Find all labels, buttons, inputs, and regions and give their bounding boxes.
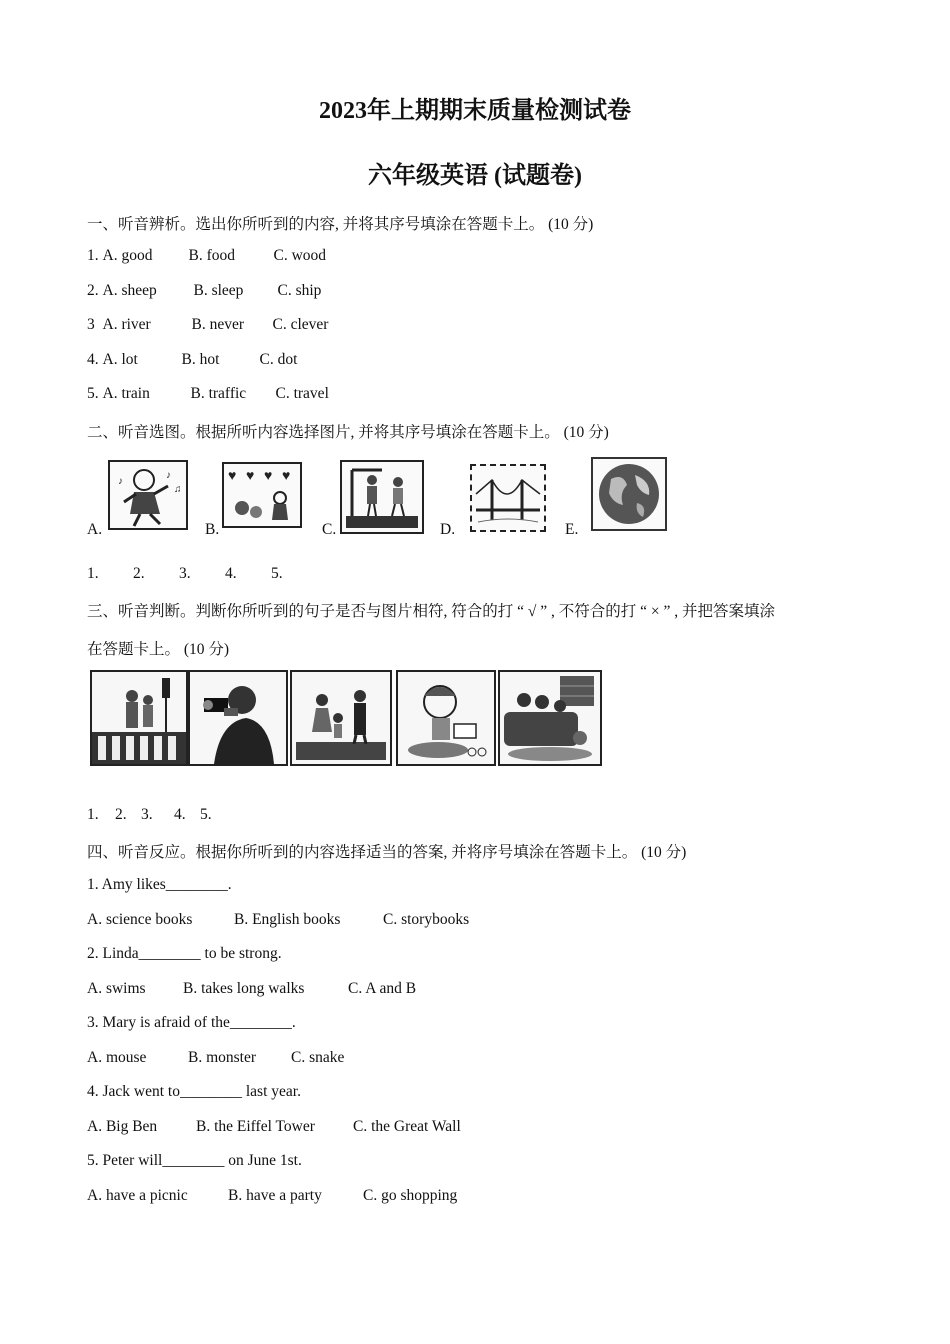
option-b: B. English books: [234, 911, 341, 928]
option-a: A. train: [102, 385, 150, 402]
option-c: C. clever: [272, 316, 329, 333]
option-a: A. have a picnic: [87, 1187, 188, 1204]
option-b: B. have a party: [228, 1187, 322, 1204]
crosswalk-picture: [90, 670, 188, 766]
option-c: C. storybooks: [383, 911, 470, 928]
item-number: 1.: [87, 247, 103, 264]
s4-question-4: 4. Jack went to________ last year.: [87, 1083, 301, 1100]
option-c: C. dot: [259, 351, 298, 368]
answer-3: 3.: [179, 565, 191, 582]
bridge-picture: [470, 464, 546, 532]
option-a: A. science books: [87, 911, 193, 928]
option-a: A. Big Ben: [87, 1118, 158, 1135]
s1-item-4: [87, 351, 297, 369]
exam-title: 2023年上期期末质量检测试卷: [319, 98, 631, 124]
picture-label-a: A.: [87, 521, 103, 538]
girl-reading-picture: [396, 670, 496, 766]
option-b: B. takes long walks: [183, 980, 305, 997]
family-walking-picture: [290, 670, 392, 766]
option-b: B. sleep: [193, 282, 244, 299]
answer-2: 2.: [133, 565, 145, 582]
s4-options-3: [87, 1049, 344, 1067]
answer-1: 1.: [87, 565, 99, 582]
answer-5: 5.: [271, 565, 283, 582]
s4-options-5: [87, 1187, 457, 1205]
globe-picture: [591, 457, 667, 531]
item-number: 3: [87, 316, 103, 333]
picture-label-c: C.: [322, 521, 337, 538]
s1-item-2: [87, 282, 321, 300]
section2-answers: [87, 565, 283, 583]
section3-heading-line2: 在答题卡上。 (10 分): [87, 641, 230, 658]
section3-picture-strip: [90, 670, 602, 764]
option-a: A. swims: [87, 980, 146, 997]
kids-playing-picture: [222, 462, 302, 528]
s4-options-4: [87, 1118, 461, 1136]
item-number: 4.: [87, 351, 103, 368]
s4-question-3: 3. Mary is afraid of the________.: [87, 1014, 296, 1031]
s1-item-1: [87, 247, 326, 265]
family-at-home-picture: [498, 670, 602, 766]
option-a: A. river: [102, 316, 151, 333]
section2-heading: 二、听音选图。根据所听内容选择图片, 并将其序号填涂在答题卡上。 (10 分): [87, 424, 609, 441]
picture-label-b: B.: [205, 521, 220, 538]
s1-item-5: [87, 385, 329, 403]
s4-options-2: [87, 980, 416, 998]
svg-text:♫: ♫: [174, 484, 182, 495]
option-b: B. food: [188, 247, 235, 264]
people-on-stage-picture: [340, 460, 424, 534]
option-c: C. wood: [273, 247, 327, 264]
svg-text:♥: ♥: [282, 469, 291, 484]
picture-label-d: D.: [440, 521, 456, 538]
option-b: B. hot: [181, 351, 220, 368]
exam-subtitle: 六年级英语 (试题卷): [368, 163, 582, 189]
s1-item-3: [87, 316, 328, 334]
option-c: C. the Great Wall: [353, 1118, 461, 1135]
option-b: B. never: [191, 316, 245, 333]
option-c: C. go shopping: [363, 1187, 458, 1204]
photographer-picture: [188, 670, 288, 766]
option-a: A. sheep: [102, 282, 157, 299]
option-b: B. monster: [188, 1049, 257, 1066]
section3-answers: [87, 806, 212, 824]
s4-question-1: 1. Amy likes________.: [87, 876, 232, 893]
answer-3: 3.: [141, 806, 153, 823]
svg-text:♥: ♥: [246, 469, 255, 484]
item-number: 5.: [87, 385, 103, 402]
section4-heading: 四、听音反应。根据你所听到的内容选择适当的答案, 并将序号填涂在答题卡上。 (10 分): [87, 844, 687, 861]
answer-5: 5.: [200, 806, 212, 823]
option-b: B. traffic: [190, 385, 247, 402]
answer-2: 2.: [115, 806, 127, 823]
s4-question-5: 5. Peter will________ on June 1st.: [87, 1152, 302, 1169]
answer-4: 4.: [225, 565, 237, 582]
answer-4: 4.: [174, 806, 186, 823]
option-a: A. lot: [102, 351, 138, 368]
svg-text:♪: ♪: [166, 470, 171, 481]
item-number: 2.: [87, 282, 103, 299]
picture-label-e: E.: [565, 521, 579, 538]
section3-heading-line1: 三、听音判断。判断你所听到的句子是否与图片相符, 符合的打 “ √ ” , 不符合的打 “ × ” , 并把答案填涂: [87, 603, 776, 620]
option-a: A. good: [102, 247, 153, 264]
svg-text:♥: ♥: [228, 469, 237, 484]
option-b: B. the Eiffel Tower: [196, 1118, 315, 1135]
svg-text:♪: ♪: [118, 476, 123, 487]
option-c: C. A and B: [348, 980, 417, 997]
option-c: C. travel: [275, 385, 329, 402]
answer-1: 1.: [87, 806, 99, 823]
s4-question-2: 2. Linda________ to be strong.: [87, 945, 282, 962]
svg-text:♥: ♥: [264, 469, 273, 484]
section1-heading: 一、听音辨析。选出你所听到的内容, 并将其序号填涂在答题卡上。 (10 分): [87, 216, 594, 233]
option-c: C. ship: [277, 282, 322, 299]
option-a: A. mouse: [87, 1049, 147, 1066]
option-c: C. snake: [291, 1049, 345, 1066]
singing-boy-picture: [108, 460, 188, 530]
s4-options-1: [87, 911, 469, 929]
